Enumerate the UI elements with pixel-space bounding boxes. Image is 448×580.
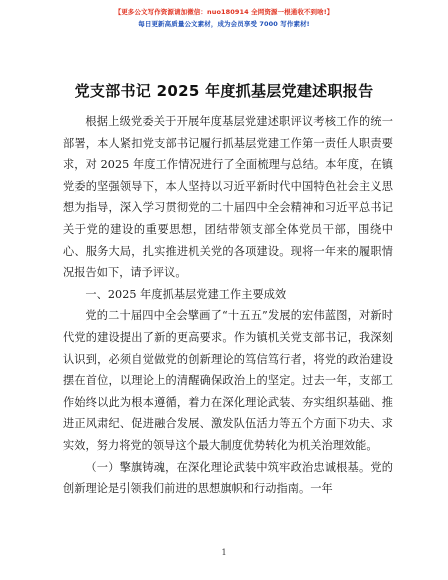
document-body: [63, 111, 393, 500]
page-number: 1: [221, 548, 227, 557]
promo-banner: [0, 6, 448, 30]
intro-paragraph: 根据上级党委关于开展年度基层党建述职评议考核工作的统一部署，本人紧扣党支部书记履行抓基层党建工作第一责任人职责要求，对 2025 年度工作情况进行了全面梳理与总结。本年度，在镇党委的坚强领导下，本人坚持以习近平新时代中国特色社会主义思想为指导，深入学习贯彻党的二十届四中全会精神和习近平总书记关于党的建设的重要思想，团结带领支部全体党员干部，围绕中心、服务大局，扎实推进机关党的各项建设。现将一年来的履职情况报告如下，请予评议。: [63, 115, 393, 280]
section-1-paragraph: 党的二十届四中全会擘画了“十五五”发展的宏伟蓝图，对新时代党的建设提出了新的更高要求。作为镇机关党支部书记，我深刻认识到，必须自觉做党的创新理论的笃信笃行者，将党的政治建设摆在首位，以理论上的清醒确保政治上的坚定。过去一年，支部工作始终以此为根本遵循，着力在深化理论武装、夯实组织基础、推进正风肃纪、促进融合发展、激发队伍活力等五个方面下功夫、求实效，努力将党的领导这个最大制度优势转化为机关治理效能。: [63, 309, 393, 452]
subsection-1-paragraph: （一）擎旗铸魂，在深化理论武装中筑牢政治忠诚根基。党的创新理论是引领我们前进的思想旗帜和行动指南。一年: [63, 460, 393, 496]
promo-banner-line-1[interactable]: 【更多公文写作资源请加微信：nuo180914 全网资源一根通收不到啥!】: [114, 8, 334, 16]
document-title: 党支部书记 2025 年度抓基层党建述职报告: [74, 82, 374, 100]
section-heading-1: 一、2025 年度抓基层党建工作主要成效: [85, 287, 287, 301]
promo-banner-line-2[interactable]: 每日更新高质量公文素材，成为会员享受 7000 写作素材!: [138, 20, 310, 28]
